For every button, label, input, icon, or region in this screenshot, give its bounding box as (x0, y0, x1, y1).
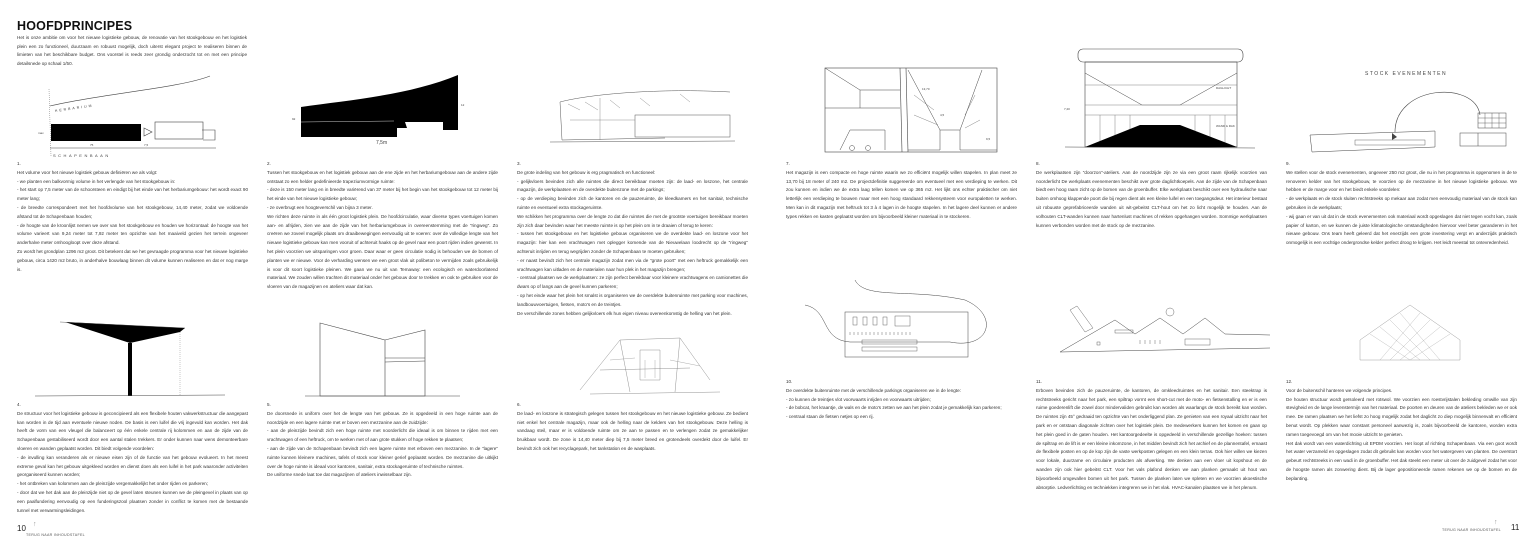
section-paragraph: - op de verdieping bevinden zich de kantoren en de pauzeruimte, de kleedkamers en het sanitair, technische ruimte en eventueel extra stockageruimte. (517, 196, 748, 210)
section-paragraph: - er naast bevindt zich het centrale magazijn zodat men via de "grote poort" met een heftruck gemakkelijk een vrachtwagen kan uitladen en de materialen naar hun plek in het magazijn brengen; (517, 257, 748, 272)
sketch-8-workshop-interior (1060, 45, 1260, 155)
section-paragraph: Het volume voor het nieuwe logistiek gebouw definiëren we als volgt: (17, 169, 158, 175)
section-paragraph: De grote indeling van het gebouw is erg pragmatisch en functioneel: (517, 169, 656, 175)
sketch-5-cross-section (300, 318, 460, 398)
section-8 (1036, 160, 1267, 230)
section-paragraph: - op het einde waar het plein het smalst is organiseren we de overdekte buitenruimte met parking voor machines, landbouwvoertuigen, fietsen, moto's en de treintjes. (517, 292, 748, 307)
section-paragraph: De doorsnede is uniform over het de lengte van het gebouw. Ze is opgedeeld in een hoge ruimte aan de noordzijde en een lagere ruimte met er boven een mezzanine aan de zuidzijde: (267, 410, 498, 425)
section-paragraph: - aan de zijde van de Schapenbaan bevindt zich een lagere ruimte met erboven een mezzanine. In de "lagere" ruimte kunnen kleinere machines, tafels of stock voor kleiner gerief geplaatst worden. De mezzanine die uitkijkt over de hoge ruimte is ideaal voor kantoren, sanitair, extra stockageruimte of technische ruimtes. (267, 445, 498, 469)
sketch-2-plaza-plan (290, 70, 470, 150)
sketch-1-label-bottom: SCHAPENBAAN (53, 153, 111, 158)
sketch-1-site-plan (40, 84, 220, 166)
section-3 (517, 160, 748, 318)
back-arrow-icon[interactable]: ↑ (1494, 519, 1498, 526)
section-number: 11. (1036, 379, 1043, 384)
section-11 (1036, 378, 1267, 492)
section-paragraph: - wij gaan er van uit dat in de stock evenementen ook materiaal wordt opgeslagen dat niet tegen vocht kan, zoals papier of karton, en we kunnen de juiste klimatologische omstandigheden hiervoor veel beter garanderen in het nieuwe gebouw. Ons team heeft geleerd dat het enerzijds een grote investering vergt en anderzijds praktisch onmogelijk is een vochtige ondergrondse kelder perfect droog te krijgen. Het leidt meestal tot ontevredenheid. (1286, 213, 1517, 246)
section-4 (17, 401, 248, 515)
section-paragraph: We stellen voor de stock evenementen, ongeveer 250 m2 groot, die nu in het programma is opgenomen in de te renoveren kelder van het stookgebouw, te voorzien op de mezzanine in het nieuwe logistieke gebouw. We hebben er de marge voor en het biedt enkele voordelen: (1286, 169, 1517, 193)
section-paragraph: - we planten een balkvormig volume in het verlengde van het stookgebouw in: (17, 178, 176, 184)
page-number-left: 10 (17, 524, 26, 533)
section-paragraph: - de bobcat, het kraantje, de wals en de moto's zetten we aan het plein zodat je gemakkelijk kan parkeren; (786, 405, 1002, 411)
sketch-12-facade-structure (1340, 300, 1480, 370)
section-paragraph: - zo kunnen de treintjes vlot voorwaarts inrijden en voorwaarts uitrijden; (786, 396, 931, 402)
sketch-4-roof-wing-section (30, 318, 230, 398)
section-paragraph: - het start op 7,5 meter van de schoorsteen en eindigt bij het einde van het herbariumgebouw: het wordt exact 90 meter lang; (17, 187, 248, 202)
section-paragraph: - de breedte correspondeert met het hoofdvolume van het stookgebouw, 14,40 meter, zodat we voldoende afstand tot de Schapenbaan houden; (17, 204, 248, 219)
section-paragraph: - centraal plaatsen we de werkplaatsen: ze zijn perfect bereikbaar voor kleinere vrachtwagens en camionettes die dwars op of langs aan de gevel kunnen parkeren; (517, 275, 748, 290)
section-paragraph: Erboven bevinden zich de pauzeruimte, de kantoren, de omkleedruimtes en het sanitair. Een steektrap is rechtstreeks gericht naar het park, een spiltrap vormt een short-cut met de moto- en fietsenstalling en er is een ruime goederenlift die zowel door mindervaliden gebruikt kan worden als waarlangs de stock bereikt kan worden. De ruimtes zijn 45° gedraaid ten opzichte van het onderliggend plan. Ze genieten van een royaal uitzicht naar het park en er ontstaan diagonale zichten over het logistiek plein. De medewerkers kunnen het komen en gaan op het plein goed in de gaten houden. Het kantoorgedeelte is opgedeeld in verschillende gezellige hoeken: tussen de spiltrap en de lift is er een kleine inkomzone, in het midden bevindt zich het archief en de plannentafel, ernaast de flexibele posten en op de kop zijn de vaste werkposten gelegen en een klein terras. Ook hier willen we kiezen voor lokale, duurzame en circulaire producten als afwerking. We denken aan een vloer uit kopshout en de wanden zijn ook hier gebeitst CLT. Voor het vals plafond denken we aan planken gemaakt uit hout van bijvoorbeeld omgevallen bomen uit het park. Tussen de planken laten we spleten en we voorzien akoestische absorptie. Ledverlichting en techniekken integreren we in het vlak. HVAC-kanalen plaatsen we in het plenum. (1036, 387, 1267, 490)
section-7 (786, 160, 1017, 222)
sketch-2-label-right: 12 (461, 103, 465, 107)
page-title: HOOFDPRINCIPES (17, 19, 133, 33)
sketch-3-program-section (540, 80, 740, 150)
section-9 (1286, 160, 1517, 248)
section-number: 6. (517, 402, 521, 407)
section-paragraph: - ze overbrugt een hoogteverschil van bijna 3 meter. (267, 204, 373, 210)
section-number: 3. (517, 161, 521, 166)
section-paragraph: - gelijkvloers bevinden zich alle ruimtes die direct bereikbaar moeten zijn: de laad- en loszone, het centrale magazijn, de werkplaatsen en de overdekte buitenzone met de parkings; (517, 178, 748, 193)
sketch-1-label-top: HERBARIUM (54, 103, 94, 113)
sketch-7-warehouse-interior (810, 60, 1010, 160)
sketch-6-loading-zone (560, 330, 740, 400)
section-paragraph: We richten deze ruimte in als één groot logistiek plein. De hoofdcirculatie, waar diverse types voertuigen komen aan- en afrijden, zien we aan de zijde van het herbariumgebouw in overeenstemming met de "ringweg". Zo creëren we zoveel mogelijk plaats om draaibewegingen eenvoudig uit te voeren: over de volledige lengte van het nieuwe logistieke gebouw kan men vooruit of achteruit haaks op de gevel naar een poort rijden indien gewenst. In het plein voorzien we uitsparingen voor groen. Daar waar er geen circulatie nodig is behouden we de bomen of planten we er nieuwe. Voor de verharding wensen we een groot vlak uit polibeton te vermijden zoals gebruikelijk is voor dit soort logistieke pleinen. We gaan we nu uit van Temaway: een ecologisch en waterdoorlatend materiaal. We zouden willen trachten dit materiaal onder het gebouw door te trekken en ook te gebruiken voor de vloeren van de magazijnen en ateliers waar dat kan. (267, 213, 498, 290)
sketch-11-upper-floor-section (1055, 290, 1275, 360)
section-paragraph: De structuur voor het logistieke gebouw is geconcipieerd als een flexibele houten vakwerkstructuur die aangepast kan worden in de tijd aan eventuele nieuwe noden. De basis is een luifel die vrij ingevuld kan worden. Het dak heeft de vorm van een vleugel die balanceert op één enkele centrale rij kolommen en aan de zijde van de Schapenbaan gestabiliseerd wordt door een aantal stalen trekkers. Er onder kunnen naar wens demonteerbare vloeren en wanden geplaatst worden. Dit biedt volgende voordelen: (17, 410, 248, 451)
section-paragraph: De werkplaatsen zijn "doorzon"-ateliers. Aan de noordzijde zijn ze via een groot raam rijkelijk voorzien van noorderlicht De werkplaats evenementen beschikt over grote daglichtkoepels. Aan de zijde van de Schapenbaan biedt een hoog raam zicht op de bomen van de groenbuffer. Elke werkplaats beschikt over een hydraulische naar buiten omhoog klappende poort die bij regen dient als een kleine luifel en een toegangsdeur. Het interieur bestaat uit robuuste geprefabriceerde wanden uit wit-gebeitst CLT-hout om het zo licht mogelijk te houden. Aan de volhouten CLT-wanden kunnen naar hartenlust machines of rekken opgehangen worden. Sommige werkplaatsen kunnen verbonden worden met de stock op de mezzanine. (1036, 169, 1267, 228)
sketch-10-parking-plan (800, 280, 1000, 360)
section-10 (786, 378, 1017, 422)
section-number: 2. (267, 161, 271, 166)
section-paragraph: - centraal staan de fietsen netjes op een rij. (786, 414, 874, 420)
section-paragraph: De uniforme snede laat toe dat magazijnen of ateliers inwisselbaar zijn. (267, 472, 412, 478)
section-paragraph: De verschillende zones hebben gelijkvloers elk hun eigen niveau overeenkomstig de helling van het plein. (517, 310, 732, 316)
sketch-2-label-left: 92 (292, 117, 296, 121)
section-paragraph: - het ontbreken van kolommen aan de pleinzijde vergemakkelijkt het onder rijden en parkeren; (17, 481, 209, 487)
sketch-8-label-a: DAGLICHT (1216, 86, 1232, 90)
section-6 (517, 401, 748, 454)
section-paragraph: De houten structuur wordt geïsoleerd met rotswol. We voorzien een roestvrijstalen bekleding omwille van zijn stevigheid en de lange levenstermijn van het materiaal. De poorten en deuren van de ateliers bekleden we er ook mee. De ramen plaatsen we het liefst zo hoog mogelijk zodat het daglicht zo diep mogelijk binnenvalt en efficiënt benut wordt. Op plekken waar constant personeel aanwezig is, zoals bijvoorbeeld de kantoren, worden extra ramen toegevoegd om van het mooie uitzicht te genieten. (1286, 396, 1517, 437)
page-number-right: 11 (1511, 523, 1520, 532)
section-number: 8. (1036, 161, 1040, 166)
sketch-8-label-c: 7,20 (1064, 107, 1070, 111)
section-paragraph: De overdekte buitenruimte met de verschillende parkings organiseren we in de lengte: (786, 387, 961, 393)
section-paragraph: Zo wordt het grondplan 1296 m2 groot. Dit betekent dat we het gevraagde programma voor het nieuwe logistieke gebouw, circa 1420 m2 bruto, in anderhalve bouwlaag binnen dit volume kunnen realiseren en dat er nog marge is. (17, 248, 248, 272)
section-12 (1286, 378, 1517, 484)
back-to-toc-link-left[interactable]: TERUG NAAR INHOUDSTAFEL (26, 533, 85, 537)
section-2 (267, 160, 498, 292)
section-paragraph: Tussen het stookgebouw en het logistiek gebouw aan de ene zijde en het herbariumgebouw aan de andere zijde ontstaat zo een helder gedefinieerde trapeziumvormige ruimte: (267, 169, 498, 184)
sketch-9-stock-plan (1300, 55, 1520, 155)
section-number: 5. (267, 402, 271, 407)
section-1 (17, 160, 248, 274)
sketch-1-label-right: 7,5 (144, 143, 149, 147)
section-number: 12. (1286, 379, 1293, 384)
sketch-1-label-left: max (38, 131, 44, 135)
section-paragraph: - tussen het stookgebouw en het logistieke gebouw organiseren we de overdekte laad- en loszone voor het magazijn: hier kan een vrachtwagen met oplegger komende van de Nieuwelaan loodrecht op de "ringweg" achteruit inrijden en terug wegrijden zonder de Schapenbaan te moeten gebruiken; (517, 231, 748, 254)
section-paragraph: - deze is 150 meter lang en in breedte variërend van 37 meter bij het begin van het stookgebouw tot 12 meter bij het einde van het nieuwe logistieke gebouw; (267, 187, 498, 202)
back-to-toc-link-right[interactable]: TERUG NAAR INHOUDSTAFEL (1442, 528, 1501, 532)
section-5 (267, 401, 498, 480)
section-number: 10. (786, 379, 793, 384)
section-number: 1. (17, 161, 21, 166)
section-paragraph: Het dak wordt van een waterdichting uit EPDM voorzien. Het loopt af richting Schapenbaan. Via een goot wordt het water verzameld en opgeslagen zodat dit gebruikt kan worden voor het watergeven van planten. De overstort gebeurt rechtstreeks in een wadi in de groenbuffer. Het dak steekt een meter uit over de zuidgevel zodat het voor de hoogste ramen als zonwering dient. Bij de lager gepositioneerde ramen rekenen we op de bomen en de beplanting. (1286, 440, 1517, 481)
section-paragraph: - de hoogte van de kroonlijst nemen we over van het stookgebouw en houden we horizontaal: de hoogte van het volume varieert van 9,24 meter tot 7,92 meter ten opzichte van het maaiveld gezien het terrein ongeveer anderhalve meter omhoogloopt over deze afstand. (17, 222, 248, 246)
section-paragraph: De laad- en loszone is strategisch gelegen tussen het stookgebouw en het nieuwe logistieke gebouw. Ze bedient niet enkel het centrale magazijn, maar ook de helling naar de kelders van het stookgebouw. Deze helling is vandaag steil, maar er is voldoende ruimte om ze aan te passen en te verlengen zodat ze gemakkelijker bruikbaar wordt. De zone is 14,40 meter diep bij 7,5 meter breed en grotendeels overdekt door de luifel. Er bevindt zich ook het recyclagepark, het tankstation en de wasplaats. (517, 410, 748, 451)
section-paragraph: - de werkplaats en de stock sluiten rechtstreeks op mekaar aan zodat men eenvoudig materiaal van de stock kan gebruiken in de werkplaats; (1286, 196, 1517, 210)
section-paragraph: - aan de pleinzijde bevindt zich een hoge ruimte met noorderlicht die ideaal is om binnen te rijden met een vrachtwagen of een heftruck, om te werken met of aan grote stukken of hoge rekken te plaatsen; (267, 428, 498, 443)
section-paragraph: - door dat we het dak aan de pleinzijde niet op de gevel laten steunen kunnen we de pleingevel in plaats van op een paalfundering eenvoudig op een funderingszool plaatsen zonder in conflict te komen met de bestaande tunnel met verwarmingsleidingen. (17, 489, 248, 513)
sketch-1-label-mid: 75 (90, 143, 94, 147)
sketch-7-label-c: 9,5 (986, 137, 991, 141)
section-paragraph: - de invulling kan veranderen als er nieuwe eisen zijn of de functie van het gebouw evolueert. In het meest extreme geval kan het gebouw uitgekleed worden en dienst doen als een luifel in het park waaronder activiteiten georganiseerd kunnen worden; (17, 454, 248, 478)
section-number: 7. (786, 161, 790, 166)
section-paragraph: We schikken het programma over de lengte zo dat die ruimtes die met de grootste voertuigen bereikbaar moeten zijn zich daar bevinden waar het meeste ruimte is op het plein om in te draaien of terug te keren: (517, 213, 748, 228)
section-number: 4. (17, 402, 21, 407)
sketch-9-title: STOCK EVENEMENTEN (1365, 71, 1448, 77)
back-arrow-icon[interactable]: ↑ (33, 521, 37, 528)
sketch-7-label-b: 4,5 (940, 113, 945, 117)
sketch-8-label-b: WAND & RAK (1216, 124, 1235, 128)
section-paragraph: Voor de buitenschil hanteren we volgende principes. (1286, 387, 1393, 393)
sketch-7-label-a: 13,70 (922, 87, 930, 91)
section-paragraph: Het magazijn is een compacte en hoge ruimte waarin we zo efficiënt mogelijk willen stapelen. In plan meet ze 13,70 bij 18 meter of 240 m2. De projectdefinitie suggereerde om eventueel met een verdieping te werken. Dit zou kunnen en indien we de extra laag tellen komen we op 365 m2. Het lijkt ons echter praktischer om niet letterlijk een verdieping te bouwen maar met een hoog standaard rekkensysteem voor europaletten te werken. Men kan in dit magazijn met heftruck tot 3 à 4 lagen in de hoogte stapelen. In het lagere deel kunnen er andere types rekken en kasten geplaatst worden om bijvoorbeeld kleiner materiaal in te stockeren. (786, 169, 1017, 219)
intro-text: Het is onze ambitie om voor het nieuwe logistieke gebouw, de renovatie van het stookgebouw en het logistiek plein een zo functioneel, duurzaam en robuust mogelijk, doch uiterst elegant project te realiseren binnen de limieten van het beschikbare budget. Ons voorstel is reeds zeer grondig onderzocht tot en met een principe detailsnede op schaal 1/50. (17, 35, 247, 67)
sketch-2-label-mid: 7,5m (376, 140, 388, 146)
section-number: 9. (1286, 161, 1290, 166)
